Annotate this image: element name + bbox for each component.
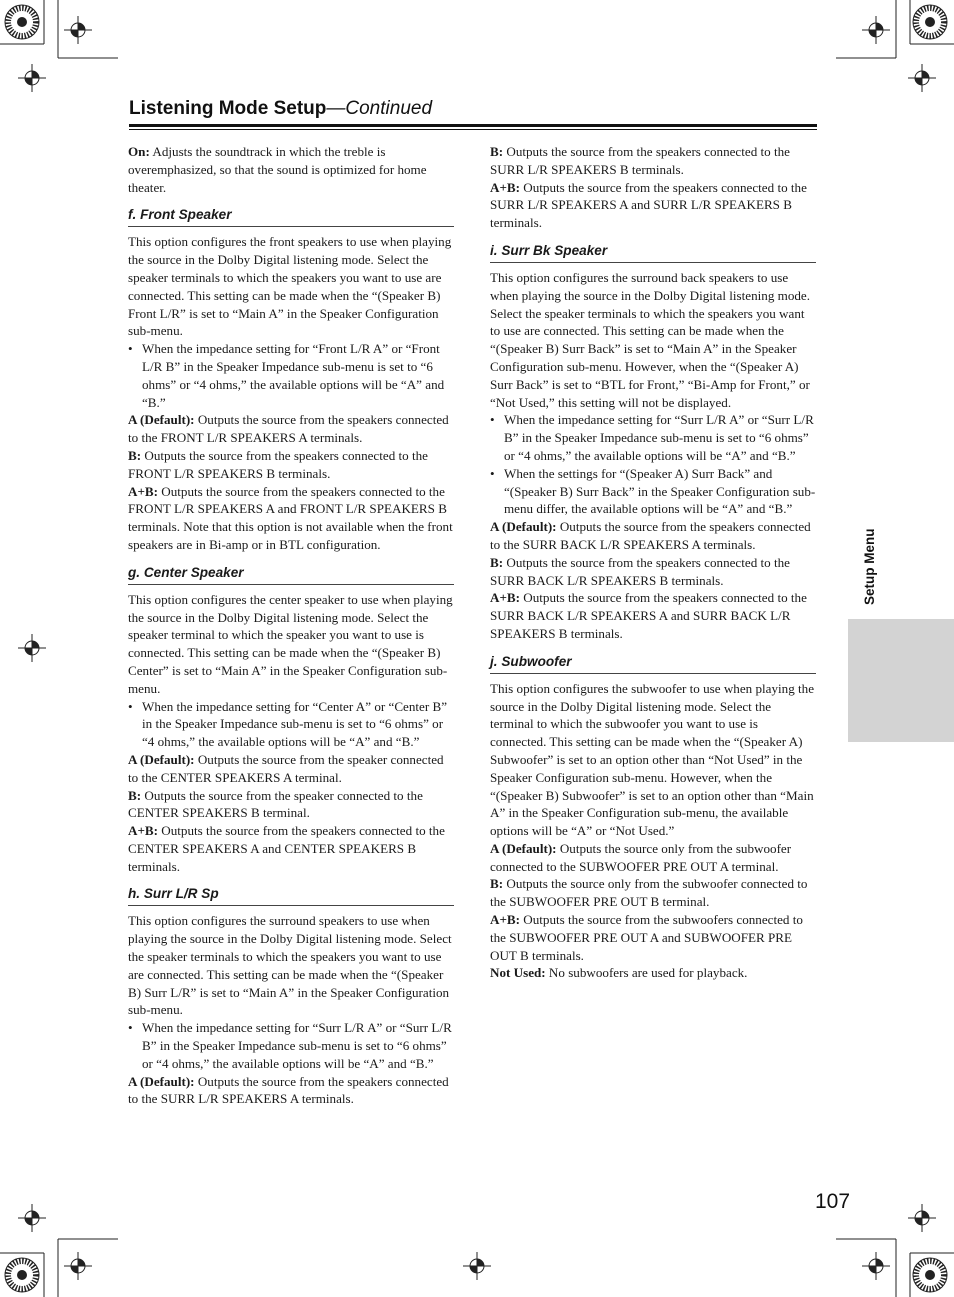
crosshair-icon bbox=[862, 16, 890, 44]
option-label: A (Default): bbox=[490, 519, 557, 535]
option-text: Outputs the source from the speaker connected to the CENTER SPEAKERS A terminal. bbox=[128, 751, 444, 785]
option-label: A+B: bbox=[128, 483, 159, 499]
option-label: A+B: bbox=[128, 823, 159, 839]
option-text: Outputs the source from the subwoofers connected to the SUBWOOFER PRE OUT A and SUBWOOFER PRE OUT B terminals. bbox=[490, 912, 803, 963]
title-rule bbox=[129, 124, 817, 127]
option-label: B: bbox=[490, 876, 504, 892]
bullet-item: • When the impedance setting for “Center A” or “Center B” in the Speaker Impedance sub-menu is set to “6 ohms” or “4 ohms,” the available options will be “A” and “B.” bbox=[128, 698, 454, 751]
crosshair-icon bbox=[463, 1252, 491, 1280]
starburst-icon bbox=[913, 1258, 947, 1292]
option-label: B: bbox=[490, 144, 504, 159]
paragraph bbox=[128, 143, 454, 196]
option-text: Outputs the source from the speakers connected to the SURR L/R SPEAKERS A and SURR L/R SPEAKERS B terminals. bbox=[490, 179, 807, 231]
bullet-item: • When the impedance setting for “Front L/R A” or “Front L/R B” in the Speaker Impedance sub-menu is set to “6 ohms” or “4 ohms,” the available options will be “A” and “B.” bbox=[128, 340, 454, 411]
option-text: Outputs the source from the speakers connected to the SURR BACK L/R SPEAKERS A terminals. bbox=[490, 519, 811, 552]
starburst-icon bbox=[913, 5, 947, 39]
option-text: Outputs the source from the speakers connected to the FRONT L/R SPEAKERS B terminals. bbox=[128, 447, 428, 481]
crosshair-icon bbox=[18, 1204, 46, 1232]
option-text: Outputs the source from the speakers connected to the FRONT L/R SPEAKERS A and FRONT L/R SPEAKERS B terminals. Note that this option is not available when the front speakers are in Bi-amp or in BTL configuration. bbox=[128, 483, 453, 552]
option-label: A (Default): bbox=[128, 412, 195, 428]
paragraph bbox=[490, 875, 816, 911]
paragraph bbox=[490, 589, 816, 642]
option-text: Outputs the source from the speaker connected to the CENTER SPEAKERS B terminal. bbox=[128, 787, 423, 821]
bullet-item: • When the settings for “(Speaker A) Surr Back” and “(Speaker B) Surr Back” in the Speaker Configuration sub-menu differ, the available options will be “A” and “B.” bbox=[490, 465, 816, 518]
paragraph bbox=[128, 787, 454, 823]
option-label: B: bbox=[490, 554, 504, 570]
paragraph bbox=[490, 554, 816, 590]
option-text: No subwoofers are used for playback. bbox=[545, 965, 748, 981]
section-heading: i. Surr Bk Speaker bbox=[490, 242, 816, 263]
bullet-item: • When the impedance setting for “Surr L/R A” or “Surr L/R B” in the Speaker Impedance sub-menu is set to “6 ohms” or “4 ohms,” the available options will be “A” and “B.” bbox=[128, 1019, 454, 1072]
option-text: Outputs the source from the speakers connected to the SURR BACK L/R SPEAKERS A and SURR BACK L/R SPEAKERS B terminals. bbox=[490, 590, 807, 641]
paragraph bbox=[128, 1073, 454, 1109]
paragraph bbox=[128, 411, 454, 447]
section-heading: f. Front Speaker bbox=[128, 206, 454, 227]
option-text: Outputs the source from the speakers connected to the CENTER SPEAKERS A and CENTER SPEAKERS B terminals. bbox=[128, 823, 445, 874]
option-text: Outputs the source from the speakers connected to the SURR BACK L/R SPEAKERS B terminals. bbox=[490, 554, 790, 588]
bullet-item: • When the impedance setting for “Surr L/R A” or “Surr L/R B” in the Speaker Impedance sub-menu is set to “6 ohms” or “4 ohms,” the available options will be “A” and “B.” bbox=[490, 411, 816, 464]
section-heading: h. Surr L/R Sp bbox=[128, 885, 454, 906]
paragraph bbox=[490, 179, 816, 232]
starburst-icon bbox=[5, 5, 39, 39]
option-label: A (Default): bbox=[128, 1073, 195, 1089]
option-text: Adjusts the soundtrack in which the treble is overemphasized, so that the sound is optimized for home theater. bbox=[128, 144, 427, 195]
paragraph bbox=[490, 518, 816, 554]
paragraph: This option configures the surround back speakers to use when playing the source in the Dolby Digital listening mode. Select the speaker terminals to which the speakers you want to use are connected. This setting can be made when the “(Speaker B) Surr Back” is set to “Main A” in the Speaker Configuration sub-menu. However, when the “(Speaker A) Surr Back” is set to “BTL for Front,” “Bi-Amp for Front,” or “Not Used,” this setting will not be displayed. bbox=[490, 269, 811, 410]
paragraph bbox=[128, 483, 454, 554]
paragraph bbox=[490, 143, 816, 179]
option-label: A+B: bbox=[490, 590, 521, 606]
paragraph bbox=[128, 751, 454, 787]
page-title bbox=[129, 98, 817, 120]
option-label: B: bbox=[128, 787, 142, 803]
crosshair-icon bbox=[862, 1252, 890, 1280]
title-main: Listening Mode Setup bbox=[129, 98, 327, 119]
title-rule-thin bbox=[129, 129, 817, 130]
section-heading: g. Center Speaker bbox=[128, 564, 454, 585]
paragraph: This option configures the center speaker to use when playing the source in the Dolby Digital listening mode. Select the speaker terminal to which the speaker you want to use is connected. This setting can be made when the “(Speaker B) Center” is set to “Main A” in the Speaker Configuration sub-menu. bbox=[128, 591, 453, 696]
option-label: On: bbox=[128, 144, 150, 159]
right-column bbox=[490, 143, 816, 982]
option-label: A+B: bbox=[490, 179, 521, 195]
paragraph: This option configures the front speakers to use when playing the source in the Dolby Digital listening mode. Select the speaker terminals to which the speakers you want to use are connected. This setting can be made when the “(Speaker B) Front L/R” is set to “Main A” in the Speaker Configuration sub-menu. bbox=[128, 234, 452, 339]
option-label: A+B: bbox=[490, 912, 521, 928]
option-text: Outputs the source from the speakers connected to the FRONT L/R SPEAKERS A terminals. bbox=[128, 412, 449, 446]
crosshair-icon bbox=[18, 634, 46, 662]
section-heading: j. Subwoofer bbox=[490, 653, 816, 674]
paragraph bbox=[128, 822, 454, 875]
paragraph bbox=[128, 447, 454, 483]
side-tab-label: Setup Menu bbox=[862, 528, 877, 605]
paragraph bbox=[490, 911, 816, 964]
title-continued: —Continued bbox=[326, 98, 433, 119]
option-text: Outputs the source from the speakers connected to the SURR L/R SPEAKERS B terminals. bbox=[490, 144, 790, 177]
starburst-icon bbox=[5, 1258, 39, 1292]
section-tab bbox=[848, 619, 954, 742]
option-label: A (Default): bbox=[490, 840, 557, 856]
option-label: B: bbox=[128, 447, 142, 463]
option-label: A (Default): bbox=[128, 751, 195, 767]
crosshair-icon bbox=[64, 16, 92, 44]
option-label: Not Used: bbox=[490, 965, 546, 981]
left-column bbox=[128, 143, 454, 1108]
paragraph: This option configures the subwoofer to use when playing the source in the Dolby Digital listening mode. Select the terminal to which the subwoofer you want to use is connected. This setting can be made when the “(Speaker A) Subwoofer” is set to an option other than “Not Used” in the Speaker Configuration sub-menu. However, when the “(Speaker B) Subwoofer” is set to an option other than “Main A” in the Speaker Configuration sub-menu, the available options will be “A” or “Not Used.” bbox=[490, 680, 815, 839]
option-text: Outputs the source only from the subwoofer connected to the SUBWOOFER PRE OUT B terminal. bbox=[490, 876, 808, 910]
option-text: Outputs the source only from the subwoofer connected to the SUBWOOFER PRE OUT A terminal. bbox=[490, 840, 792, 874]
paragraph bbox=[490, 964, 816, 982]
crosshair-icon bbox=[18, 64, 46, 92]
crosshair-icon bbox=[908, 64, 936, 92]
page-number: 107 bbox=[815, 1190, 851, 1213]
crosshair-icon bbox=[908, 1204, 936, 1232]
option-text: Outputs the source from the speakers connected to the SURR L/R SPEAKERS A terminals. bbox=[128, 1073, 449, 1107]
paragraph bbox=[490, 840, 816, 876]
paragraph: This option configures the surround speakers to use when playing the source in the Dolby Digital listening mode. Select the speaker terminals to which the speakers you want to use are connected. This setting can be made when the “(Speaker B) Surr L/R” is set to “Main A” in the Speaker Configuration sub-menu. bbox=[128, 913, 452, 1018]
crosshair-icon bbox=[64, 1252, 92, 1280]
